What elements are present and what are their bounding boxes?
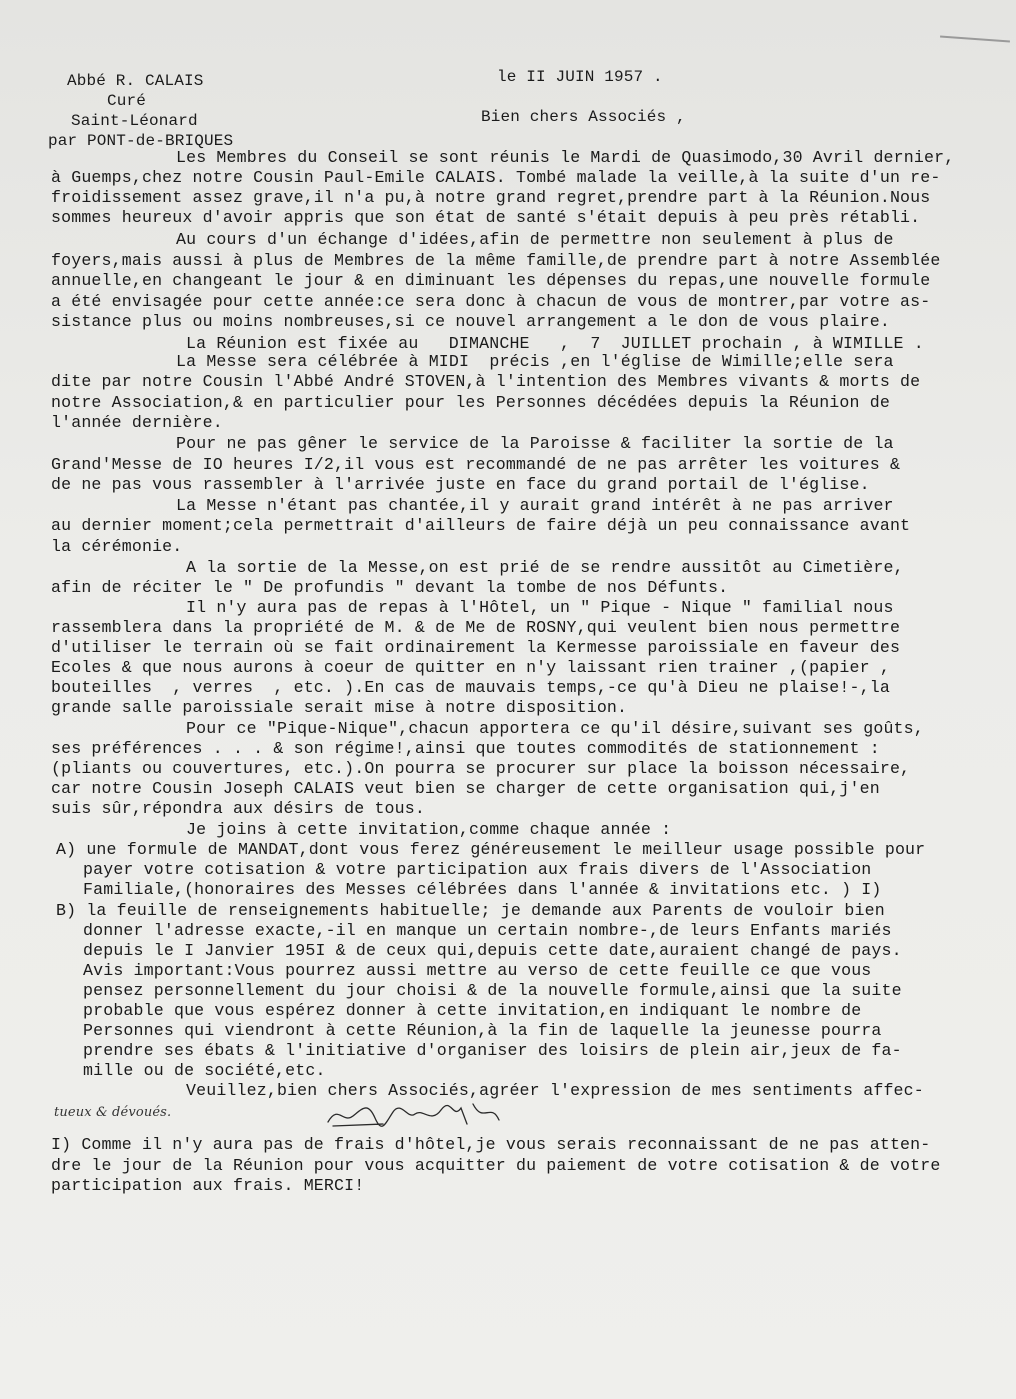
body-line: l'année dernière. bbox=[51, 413, 223, 432]
body-line: ses préférences . . . & son régime!,ainsi que toutes commodités de stationnement : bbox=[51, 739, 880, 758]
body-line: au dernier moment;cela permettrait d'ailleurs de faire déjà un peu connaissance avant bbox=[51, 516, 911, 535]
body-line: annuelle,en changeant le jour & en diminuant les dépenses du repas,une nouvelle formule bbox=[51, 271, 931, 290]
salutation: Bien chers Associés , bbox=[481, 108, 686, 126]
scan-edge-mark bbox=[940, 36, 1010, 43]
body-line: La Messe n'étant pas chantée,il y aurait grand intérêt à ne pas arriver bbox=[176, 496, 894, 515]
body-line: pensez personnellement du jour choisi & de la nouvelle formule,ainsi que la suite bbox=[83, 981, 902, 1000]
sender-name: Abbé R. CALAIS bbox=[67, 72, 204, 90]
body-line: de ne pas vous rassembler à l'arrivée juste en face du grand portail de l'église. bbox=[51, 475, 870, 494]
body-line: suis sûr,répondra aux désirs de tous. bbox=[51, 799, 425, 818]
body-line: a été envisagée pour cette année:ce sera donc à chacun de vous de montrer,par votre as- bbox=[51, 292, 931, 311]
handwritten-closing: tueux & dévoués. bbox=[54, 1105, 172, 1120]
body-line: Pour ne pas gêner le service de la Paroisse & faciliter la sortie de la bbox=[176, 434, 894, 453]
list-item-b: B) la feuille de renseignements habituelle; je demande aux Parents de vouloir bien bbox=[56, 901, 885, 920]
body-line: sistance plus ou moins nombreuses,si ce nouvel arrangement a le don de vous plaire. bbox=[51, 312, 890, 331]
body-line: rassemblera dans la propriété de M. & de Me de ROSNY,qui veulent bien nous permettre bbox=[51, 618, 901, 637]
body-line: La Réunion est fixée au DIMANCHE , 7 JUILLET prochain , à WIMILLE . bbox=[186, 334, 924, 353]
body-line: Familiale,(honoraires des Messes célébrées dans l'année & invitations etc. ) I) bbox=[83, 880, 882, 899]
body-line: d'utiliser le terrain où se fait ordinairement la Kermesse paroissiale en faveur des bbox=[51, 638, 901, 657]
body-line: afin de réciter le " De profundis " devant la tombe de nos Défunts. bbox=[51, 578, 729, 597]
body-line: depuis le I Janvier 195I & de ceux qui,depuis cette date,auraient changé de pays. bbox=[83, 941, 902, 960]
body-line: à Guemps,chez notre Cousin Paul-Emile CALAIS. Tombé malade la veille,à la suite d'un re- bbox=[51, 168, 941, 187]
sender-location: par PONT-de-BRIQUES bbox=[48, 132, 234, 150]
body-line: Au cours d'un échange d'idées,afin de permettre non seulement à plus de bbox=[176, 230, 894, 249]
body-line: froidissement assez grave,il n'a pu,à notre grand regret,prendre part à la Réunion.Nous bbox=[51, 188, 931, 207]
body-line: Personnes qui viendront à cette Réunion,à la fin de laquelle la jeunesse pourra bbox=[83, 1021, 882, 1040]
body-line: car notre Cousin Joseph CALAIS veut bien se charger de cette organisation qui,j'en bbox=[51, 779, 880, 798]
body-line: Les Membres du Conseil se sont réunis le Mardi de Quasimodo,30 Avril dernier, bbox=[176, 148, 955, 167]
sender-parish: Saint-Léonard bbox=[71, 112, 198, 130]
body-line: la cérémonie. bbox=[51, 537, 183, 556]
body-line: (pliants ou couvertures, etc.).On pourra se procurer sur place la boisson nécessaire, bbox=[51, 759, 911, 778]
body-line: Pour ce "Pique-Nique",chacun apportera ce qu'il désire,suivant ses goûts, bbox=[186, 719, 924, 738]
body-line: bouteilles , verres , etc. ).En cas de mauvais temps,-ce qu'à Dieu ne plaise!-,la bbox=[51, 678, 890, 697]
list-item-a: A) une formule de MANDAT,dont vous ferez généreusement le meilleur usage possible pour bbox=[56, 840, 926, 859]
closing-line: Veuillez,bien chers Associés,agréer l'expression de mes sentiments affec- bbox=[186, 1081, 924, 1100]
body-line: mille ou de société,etc. bbox=[83, 1061, 326, 1080]
body-line: probable que vous espérez donner à cette invitation,en indiquant le nombre de bbox=[83, 1001, 862, 1020]
body-line: grande salle paroissiale serait mise à notre disposition. bbox=[51, 698, 628, 717]
body-line: donner l'adresse exacte,-il en manque un certain nombre-,de leurs Enfants mariés bbox=[83, 921, 892, 940]
body-line: La Messe sera célébrée à MIDI précis ,en l'église de Wimille;elle sera bbox=[176, 352, 894, 371]
body-line: Je joins à cette invitation,comme chaque année : bbox=[186, 820, 672, 839]
body-line: prendre ses ébats & l'initiative d'organiser des loisirs de plein air,jeux de fa- bbox=[83, 1041, 902, 1060]
body-line: Avis important:Vous pourrez aussi mettre au verso de cette feuille ce que vous bbox=[83, 961, 872, 980]
sender-title: Curé bbox=[107, 92, 147, 110]
body-line: payer votre cotisation & votre participation aux frais divers de l'Association bbox=[83, 860, 872, 879]
footnote-line: I) Comme il n'y aura pas de frais d'hôtel,je vous serais reconnaissant de ne pas atten- bbox=[51, 1135, 931, 1154]
footnote-line: participation aux frais. MERCI! bbox=[51, 1176, 365, 1195]
body-line: sommes heureux d'avoir appris que son état de santé s'était depuis à peu près rétabli. bbox=[51, 208, 921, 227]
footnote-line: dre le jour de la Réunion pour vous acquitter du paiement de votre cotisation & de votre bbox=[51, 1156, 941, 1175]
body-line: Ecoles & que nous aurons à coeur de quitter en n'y laissant rien trainer ,(papier , bbox=[51, 658, 890, 677]
body-line: notre Association,& en particulier pour les Personnes décédées depuis la Réunion de bbox=[51, 393, 890, 412]
body-line: Il n'y aura pas de repas à l'Hôtel, un " Pique - Nique " familial nous bbox=[186, 598, 894, 617]
body-line: dite par notre Cousin l'Abbé André STOVEN,à l'intention des Membres vivants & morts de bbox=[51, 372, 921, 391]
body-line: Grand'Messe de IO heures I/2,il vous est recommandé de ne pas arrêter les voitures & bbox=[51, 455, 901, 474]
signature bbox=[323, 1094, 513, 1134]
body-line: A la sortie de la Messe,on est prié de se rendre aussitôt au Cimetière, bbox=[186, 558, 904, 577]
letter-date: le II JUIN 1957 . bbox=[497, 68, 663, 86]
body-line: foyers,mais aussi à plus de Membres de la même famille,de prendre part à notre Assemblée bbox=[51, 251, 941, 270]
